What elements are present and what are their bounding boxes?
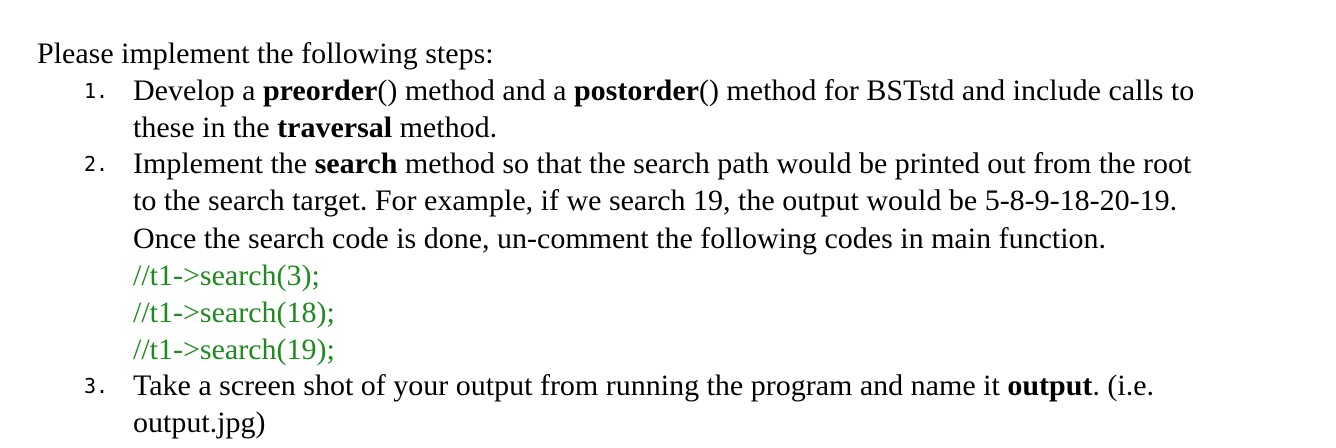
step-2-line-1 bbox=[133, 145, 1191, 183]
search-term: search bbox=[314, 147, 398, 180]
step-2-text-b: method so that the search path would be printed out from the root bbox=[397, 147, 1192, 180]
traversal-term: traversal bbox=[277, 111, 393, 144]
step-1-text-b: () method and a bbox=[377, 74, 574, 107]
step-2-text-a: Implement the bbox=[133, 147, 315, 180]
step-1-text-a: Develop a bbox=[133, 74, 263, 107]
code-line-search-19: //t1->search(19); bbox=[133, 333, 335, 366]
code-line-search-18: //t1->search(18); bbox=[133, 296, 335, 329]
step-2-number: 2. bbox=[84, 152, 109, 176]
step-3-text-a: Take a screen shot of your output from running the program and name it bbox=[133, 369, 1008, 402]
code-line-search-3: //t1->search(3); bbox=[133, 259, 320, 292]
step-3-text-b: . (i.e. bbox=[1092, 369, 1155, 402]
step-1-number: 1. bbox=[84, 79, 109, 103]
step-2-line-2: to the search target. For example, if we search 19, the output would be 5-8-9-18-20-19. bbox=[133, 184, 1178, 217]
intro-heading: Please implement the following steps: bbox=[37, 37, 494, 70]
output-term: output bbox=[1007, 369, 1093, 402]
step-1-line-1 bbox=[133, 72, 1194, 110]
step-3-line-1 bbox=[133, 367, 1154, 405]
preorder-term: preorder bbox=[262, 74, 378, 107]
postorder-term: postorder bbox=[573, 74, 699, 107]
step-2-line-3: Once the search code is done, un-comment the following codes in main function. bbox=[133, 222, 1107, 255]
step-1-text-e: method. bbox=[392, 111, 498, 144]
step-1-text-d: these in the bbox=[133, 111, 278, 144]
step-1-text-c: () method for BSTstd and include calls to bbox=[698, 74, 1195, 107]
step-3-line-2: output.jpg) bbox=[133, 406, 266, 439]
step-3-number: 3. bbox=[84, 374, 109, 398]
step-1-line-2 bbox=[133, 109, 497, 147]
